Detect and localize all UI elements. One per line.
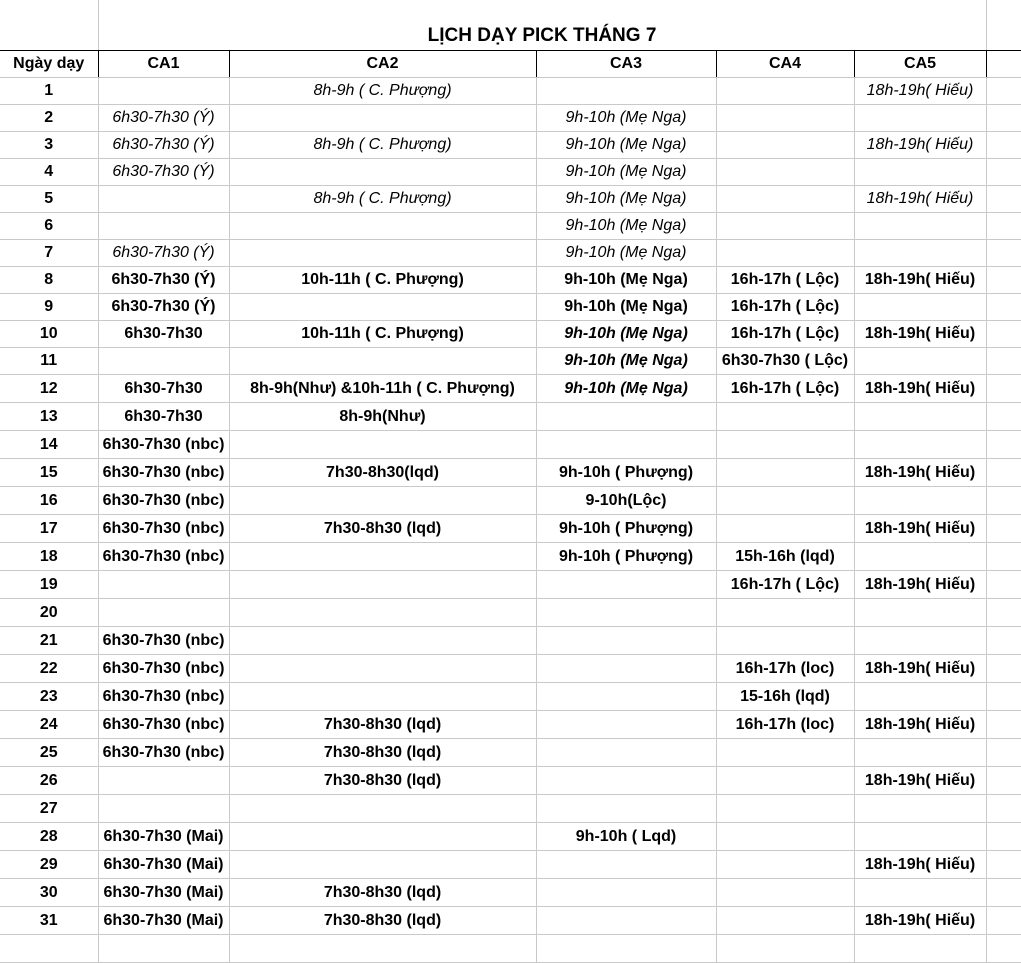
ca4-cell[interactable] [716,159,854,186]
ca5-cell[interactable] [854,627,986,655]
ca5-cell[interactable] [854,159,986,186]
table-row [0,767,1021,795]
ca2-cell[interactable] [229,627,536,655]
title-spacer-cell[interactable] [0,0,98,51]
day-cell[interactable]: 17 [0,515,98,543]
extra-cell[interactable] [986,431,1021,459]
ca1-cell[interactable]: 6h30-7h30 (Mai) [98,879,229,907]
ca2-cell[interactable] [229,683,536,711]
table-row [0,543,1021,571]
ca4-cell[interactable]: 16h-17h (loc) [716,711,854,739]
ca3-cell[interactable]: 9h-10h (Mẹ Nga) [536,159,716,186]
ca5-cell[interactable] [854,739,986,767]
day-cell[interactable]: 22 [0,655,98,683]
day-cell[interactable]: 3 [0,132,98,159]
ca1-cell[interactable]: 6h30-7h30 (nbc) [98,459,229,487]
extra-cell[interactable] [986,159,1021,186]
extra-cell[interactable] [986,267,1021,294]
ca4-cell[interactable]: 16h-17h ( Lộc) [716,375,854,403]
ca2-cell[interactable]: 7h30-8h30 (lqd) [229,767,536,795]
extra-cell[interactable] [986,78,1021,105]
ca4-cell[interactable]: 16h-17h ( Lộc) [716,294,854,321]
day-cell[interactable]: 12 [0,375,98,403]
empty-cell[interactable] [229,935,536,963]
ca5-cell[interactable]: 18h-19h( Hiếu) [854,459,986,487]
ca1-cell[interactable]: 6h30-7h30 (Ý) [98,267,229,294]
ca2-cell[interactable]: 8h-9h(Như) [229,403,536,431]
ca3-cell[interactable]: 9h-10h (Mẹ Nga) [536,321,716,348]
empty-cell[interactable] [0,935,98,963]
ca5-cell[interactable]: 18h-19h( Hiếu) [854,186,986,213]
ca3-cell[interactable] [536,879,716,907]
ca2-cell[interactable] [229,348,536,375]
table-row [0,627,1021,655]
empty-cell[interactable] [536,935,716,963]
ca3-cell[interactable]: 9h-10h ( Phượng) [536,515,716,543]
ca1-cell[interactable]: 6h30-7h30 (Mai) [98,907,229,935]
ca5-cell[interactable]: 18h-19h( Hiếu) [854,375,986,403]
day-cell[interactable]: 19 [0,571,98,599]
ca3-cell[interactable]: 9h-10h (Mẹ Nga) [536,267,716,294]
ca1-cell[interactable]: 6h30-7h30 (nbc) [98,683,229,711]
ca5-cell[interactable] [854,683,986,711]
ca4-cell[interactable] [716,851,854,879]
ca5-cell[interactable]: 18h-19h( Hiếu) [854,907,986,935]
ca2-cell[interactable] [229,240,536,267]
ca5-cell[interactable]: 18h-19h( Hiếu) [854,78,986,105]
extra-cell[interactable] [986,105,1021,132]
day-cell[interactable]: 31 [0,907,98,935]
ca4-cell[interactable] [716,767,854,795]
extra-cell[interactable] [986,823,1021,851]
table-row [0,213,1021,240]
ca4-cell[interactable]: 15h-16h (lqd) [716,543,854,571]
table-row [0,159,1021,186]
ca3-cell[interactable] [536,683,716,711]
ca3-cell[interactable]: 9h-10h (Mẹ Nga) [536,294,716,321]
ca4-cell[interactable] [716,78,854,105]
table-row [0,240,1021,267]
ca2-cell[interactable]: 10h-11h ( C. Phượng) [229,321,536,348]
ca1-cell[interactable] [98,571,229,599]
ca1-cell[interactable]: 6h30-7h30 (nbc) [98,543,229,571]
ca5-cell[interactable] [854,105,986,132]
day-cell[interactable]: 11 [0,348,98,375]
day-cell[interactable]: 25 [0,739,98,767]
ca3-cell[interactable]: 9h-10h (Mẹ Nga) [536,240,716,267]
ca3-cell[interactable]: 9h-10h (Mẹ Nga) [536,213,716,240]
ca2-cell[interactable] [229,599,536,627]
ca3-cell[interactable]: 9-10h(Lộc) [536,487,716,515]
ca4-cell[interactable]: 16h-17h ( Lộc) [716,321,854,348]
table-row [0,105,1021,132]
ca5-cell[interactable] [854,795,986,823]
ca1-cell[interactable] [98,599,229,627]
ca3-cell[interactable]: 9h-10h (Mẹ Nga) [536,348,716,375]
day-cell[interactable]: 23 [0,683,98,711]
ca2-cell[interactable]: 8h-9h ( C. Phượng) [229,78,536,105]
ca4-cell[interactable]: 16h-17h ( Lộc) [716,571,854,599]
table-row [0,739,1021,767]
ca3-cell[interactable]: 9h-10h (Mẹ Nga) [536,186,716,213]
table-row [0,823,1021,851]
day-cell[interactable]: 21 [0,627,98,655]
ca4-cell[interactable] [716,403,854,431]
extra-cell[interactable] [986,240,1021,267]
ca2-cell[interactable] [229,655,536,683]
extra-cell[interactable] [986,321,1021,348]
ca3-cell[interactable] [536,907,716,935]
ca2-cell[interactable] [229,823,536,851]
ca1-cell[interactable]: 6h30-7h30 (nbc) [98,431,229,459]
ca3-cell[interactable] [536,851,716,879]
ca1-cell[interactable]: 6h30-7h30 [98,375,229,403]
ca1-cell[interactable] [98,767,229,795]
extra-cell[interactable] [986,851,1021,879]
table-row [0,431,1021,459]
table-row [0,879,1021,907]
extra-cell[interactable] [986,907,1021,935]
ca2-cell[interactable] [229,851,536,879]
ca3-cell[interactable] [536,627,716,655]
ca5-cell[interactable]: 18h-19h( Hiếu) [854,767,986,795]
day-cell[interactable]: 20 [0,599,98,627]
day-cell[interactable]: 26 [0,767,98,795]
ca3-cell[interactable] [536,571,716,599]
day-cell[interactable]: 27 [0,795,98,823]
header-ca3[interactable]: CA3 [536,51,716,78]
extra-cell[interactable] [986,543,1021,571]
ca2-cell[interactable]: 7h30-8h30 (lqd) [229,739,536,767]
ca4-cell[interactable] [716,795,854,823]
empty-cell[interactable] [716,935,854,963]
ca2-cell[interactable] [229,294,536,321]
ca2-cell[interactable] [229,795,536,823]
ca4-cell[interactable] [716,879,854,907]
ca5-cell[interactable] [854,599,986,627]
extra-cell[interactable] [986,683,1021,711]
ca4-cell[interactable] [716,431,854,459]
extra-cell[interactable] [986,627,1021,655]
day-cell[interactable]: 8 [0,267,98,294]
header-ca4[interactable]: CA4 [716,51,854,78]
ca1-cell[interactable]: 6h30-7h30 (Ý) [98,159,229,186]
ca1-cell[interactable]: 6h30-7h30 (nbc) [98,487,229,515]
ca3-cell[interactable] [536,795,716,823]
header-ca5[interactable]: CA5 [854,51,986,78]
table-row [0,267,1021,294]
day-cell[interactable]: 15 [0,459,98,487]
ca2-cell[interactable]: 7h30-8h30 (lqd) [229,907,536,935]
extra-cell[interactable] [986,51,1021,78]
ca1-cell[interactable]: 6h30-7h30 (nbc) [98,655,229,683]
ca4-cell[interactable] [716,739,854,767]
ca4-cell[interactable] [716,627,854,655]
table-row [0,515,1021,543]
extra-cell[interactable] [986,186,1021,213]
day-cell[interactable]: 28 [0,823,98,851]
ca4-cell[interactable] [716,515,854,543]
ca4-cell[interactable] [716,487,854,515]
extra-cell[interactable] [986,767,1021,795]
table-row [0,655,1021,683]
extra-cell[interactable] [986,0,1021,51]
day-cell[interactable]: 2 [0,105,98,132]
extra-cell[interactable] [986,213,1021,240]
table-row [0,132,1021,159]
ca5-cell[interactable] [854,348,986,375]
empty-cell[interactable] [986,935,1021,963]
ca1-cell[interactable] [98,186,229,213]
table-row [0,186,1021,213]
ca3-cell[interactable]: 9h-10h (Mẹ Nga) [536,132,716,159]
extra-cell[interactable] [986,515,1021,543]
header-ca1[interactable]: CA1 [98,51,229,78]
ca2-cell[interactable] [229,213,536,240]
extra-cell[interactable] [986,403,1021,431]
ca2-cell[interactable] [229,487,536,515]
ca4-cell[interactable]: 16h-17h ( Lộc) [716,267,854,294]
table-row [0,795,1021,823]
day-cell[interactable]: 30 [0,879,98,907]
day-cell[interactable]: 13 [0,403,98,431]
ca1-cell[interactable]: 6h30-7h30 (nbc) [98,711,229,739]
sheet-title[interactable]: LỊCH DẠY PICK THÁNG 7 [98,0,986,51]
ca3-cell[interactable] [536,78,716,105]
ca2-cell[interactable]: 7h30-8h30 (lqd) [229,515,536,543]
header-ca2[interactable]: CA2 [229,51,536,78]
header-day[interactable]: Ngày dạy [0,51,98,78]
header-row [0,51,1021,78]
table-row [0,459,1021,487]
ca2-cell[interactable] [229,159,536,186]
extra-cell[interactable] [986,571,1021,599]
ca5-cell[interactable]: 18h-19h( Hiếu) [854,515,986,543]
ca1-cell[interactable]: 6h30-7h30 (Mai) [98,851,229,879]
ca2-cell[interactable] [229,105,536,132]
ca1-cell[interactable]: 6h30-7h30 (Ý) [98,240,229,267]
ca3-cell[interactable] [536,767,716,795]
ca4-cell[interactable] [716,240,854,267]
ca2-cell[interactable]: 10h-11h ( C. Phượng) [229,267,536,294]
table-row [0,487,1021,515]
table-row [0,599,1021,627]
ca1-cell[interactable]: 6h30-7h30 (nbc) [98,739,229,767]
ca1-cell[interactable] [98,795,229,823]
extra-cell[interactable] [986,655,1021,683]
extra-cell[interactable] [986,795,1021,823]
ca3-cell[interactable] [536,431,716,459]
ca3-cell[interactable]: 9h-10h ( Phượng) [536,459,716,487]
day-cell[interactable]: 18 [0,543,98,571]
title-row [0,0,1021,51]
table-row [0,403,1021,431]
ca5-cell[interactable] [854,543,986,571]
ca1-cell[interactable]: 6h30-7h30 [98,321,229,348]
ca4-cell[interactable]: 6h30-7h30 ( Lộc) [716,348,854,375]
ca3-cell[interactable] [536,655,716,683]
ca3-cell[interactable] [536,599,716,627]
extra-cell[interactable] [986,294,1021,321]
ca5-cell[interactable] [854,823,986,851]
day-cell[interactable]: 1 [0,78,98,105]
ca2-cell[interactable]: 8h-9h ( C. Phượng) [229,132,536,159]
ca3-cell[interactable] [536,739,716,767]
ca3-cell[interactable]: 9h-10h (Mẹ Nga) [536,375,716,403]
day-cell[interactable]: 14 [0,431,98,459]
ca3-cell[interactable] [536,711,716,739]
ca1-cell[interactable]: 6h30-7h30 [98,403,229,431]
day-cell[interactable]: 6 [0,213,98,240]
empty-cell[interactable] [854,935,986,963]
ca3-cell[interactable]: 9h-10h ( Phượng) [536,543,716,571]
table-row [0,294,1021,321]
ca1-cell[interactable]: 6h30-7h30 (nbc) [98,515,229,543]
empty-row [0,935,1021,963]
day-cell[interactable]: 5 [0,186,98,213]
ca3-cell[interactable]: 9h-10h ( Lqd) [536,823,716,851]
ca5-cell[interactable]: 18h-19h( Hiếu) [854,655,986,683]
ca5-cell[interactable] [854,240,986,267]
table-row [0,321,1021,348]
ca4-cell[interactable]: 16h-17h (loc) [716,655,854,683]
ca2-cell[interactable] [229,571,536,599]
table-row [0,683,1021,711]
day-cell[interactable]: 29 [0,851,98,879]
ca5-cell[interactable]: 18h-19h( Hiếu) [854,321,986,348]
ca1-cell[interactable]: 6h30-7h30 (Ý) [98,105,229,132]
ca5-cell[interactable] [854,431,986,459]
extra-cell[interactable] [986,739,1021,767]
ca4-cell[interactable] [716,213,854,240]
ca4-cell[interactable] [716,186,854,213]
ca5-cell[interactable]: 18h-19h( Hiếu) [854,851,986,879]
extra-cell[interactable] [986,711,1021,739]
ca5-cell[interactable] [854,879,986,907]
ca5-cell[interactable]: 18h-19h( Hiếu) [854,132,986,159]
table-row [0,348,1021,375]
ca5-cell[interactable]: 18h-19h( Hiếu) [854,267,986,294]
ca5-cell[interactable]: 18h-19h( Hiếu) [854,711,986,739]
ca1-cell[interactable]: 6h30-7h30 (Ý) [98,132,229,159]
extra-cell[interactable] [986,132,1021,159]
ca1-cell[interactable] [98,78,229,105]
ca4-cell[interactable]: 15-16h (lqd) [716,683,854,711]
ca5-cell[interactable] [854,487,986,515]
day-cell[interactable]: 24 [0,711,98,739]
day-cell[interactable]: 7 [0,240,98,267]
empty-cell[interactable] [98,935,229,963]
day-cell[interactable]: 4 [0,159,98,186]
ca1-cell[interactable]: 6h30-7h30 (Ý) [98,294,229,321]
ca2-cell[interactable]: 7h30-8h30 (lqd) [229,879,536,907]
day-cell[interactable]: 10 [0,321,98,348]
ca5-cell[interactable] [854,213,986,240]
ca4-cell[interactable] [716,907,854,935]
table-row [0,711,1021,739]
ca1-cell[interactable] [98,348,229,375]
ca2-cell[interactable]: 7h30-8h30(lqd) [229,459,536,487]
ca2-cell[interactable]: 7h30-8h30 (lqd) [229,711,536,739]
ca3-cell[interactable] [536,403,716,431]
ca5-cell[interactable]: 18h-19h( Hiếu) [854,571,986,599]
ca4-cell[interactable] [716,105,854,132]
extra-cell[interactable] [986,879,1021,907]
ca1-cell[interactable]: 6h30-7h30 (nbc) [98,627,229,655]
extra-cell[interactable] [986,348,1021,375]
ca1-cell[interactable]: 6h30-7h30 (Mai) [98,823,229,851]
table-row [0,571,1021,599]
extra-cell[interactable] [986,487,1021,515]
table-row [0,78,1021,105]
table-row [0,375,1021,403]
extra-cell[interactable] [986,459,1021,487]
ca2-cell[interactable]: 8h-9h(Như) &10h-11h ( C. Phượng) [229,375,536,403]
ca4-cell[interactable] [716,132,854,159]
ca2-cell[interactable]: 8h-9h ( C. Phượng) [229,186,536,213]
ca1-cell[interactable] [98,213,229,240]
day-cell[interactable]: 16 [0,487,98,515]
table-row [0,851,1021,879]
ca5-cell[interactable] [854,403,986,431]
day-cell[interactable]: 9 [0,294,98,321]
ca4-cell[interactable] [716,599,854,627]
ca4-cell[interactable] [716,823,854,851]
ca3-cell[interactable]: 9h-10h (Mẹ Nga) [536,105,716,132]
ca5-cell[interactable] [854,294,986,321]
extra-cell[interactable] [986,599,1021,627]
ca2-cell[interactable] [229,431,536,459]
table-row [0,907,1021,935]
ca2-cell[interactable] [229,543,536,571]
ca4-cell[interactable] [716,459,854,487]
extra-cell[interactable] [986,375,1021,403]
